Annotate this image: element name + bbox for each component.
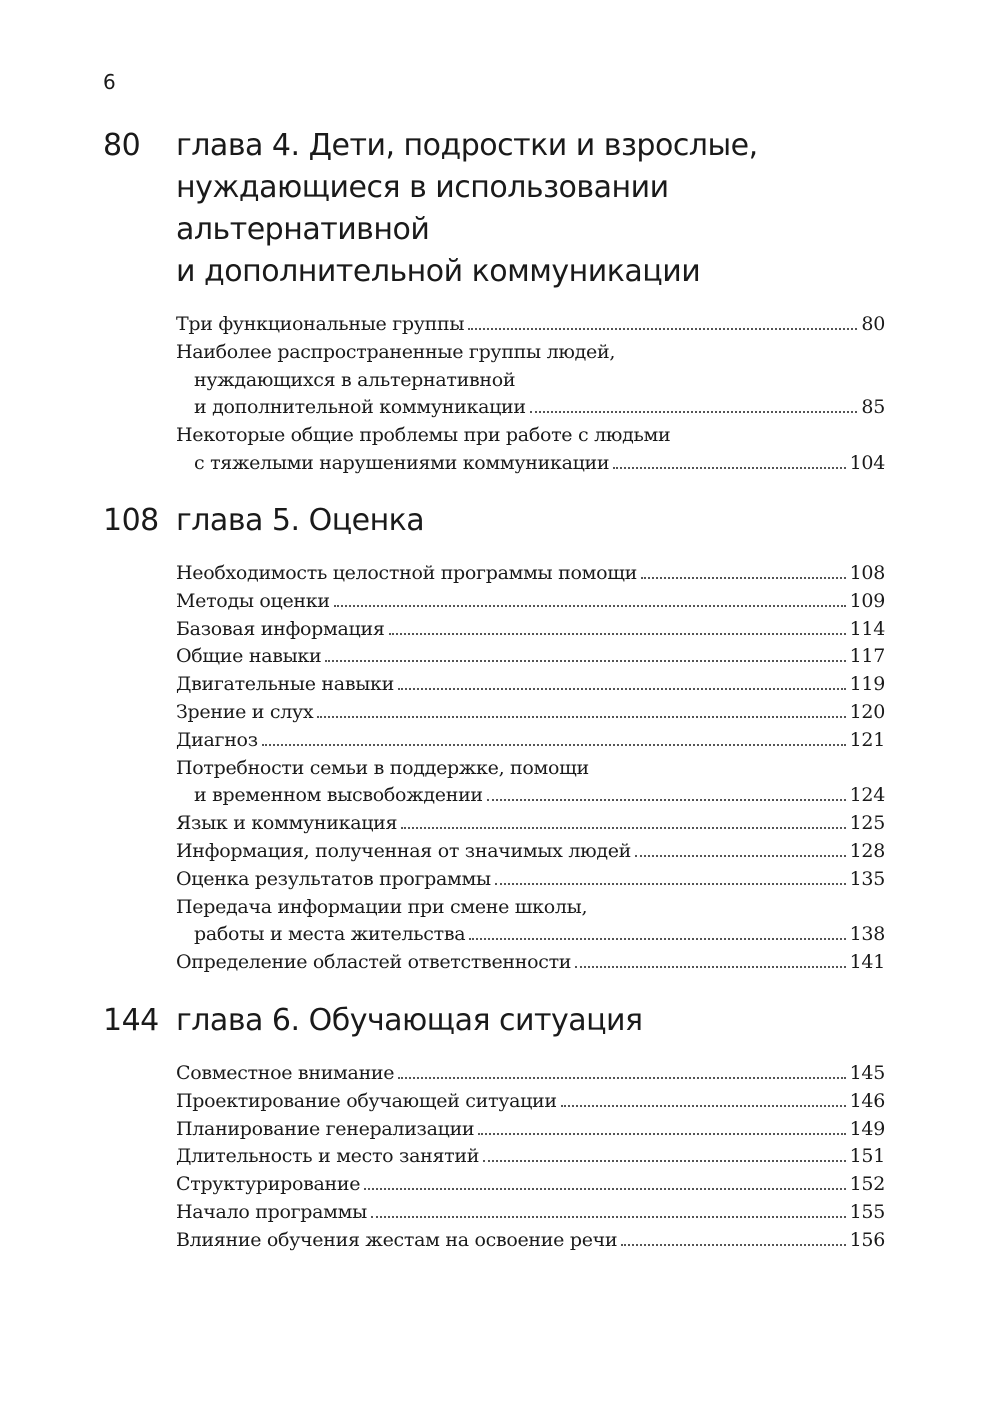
toc-entry-title: Базовая информация xyxy=(176,617,385,640)
dot-leader xyxy=(401,827,845,829)
toc-entry-line xyxy=(176,588,885,616)
toc-entry-page: 155 xyxy=(849,1200,885,1223)
toc-entry[interactable] xyxy=(176,311,885,339)
toc-entry-page: 117 xyxy=(849,645,885,668)
dot-leader xyxy=(487,799,846,801)
toc-entry-line xyxy=(176,339,885,367)
toc-entry-page: 135 xyxy=(849,867,885,890)
toc-entry-title: Методы оценки xyxy=(176,589,330,612)
toc-entry-line xyxy=(176,1060,885,1088)
toc-entry-line xyxy=(176,921,885,949)
dot-leader xyxy=(469,938,845,940)
toc-entry-title: и временном высвобождении xyxy=(194,784,483,807)
toc-entry[interactable] xyxy=(176,810,885,838)
toc-entry[interactable] xyxy=(176,339,885,422)
toc-entry-page: 114 xyxy=(849,617,885,640)
toc-entry-line xyxy=(176,643,885,671)
toc-entry-line xyxy=(176,311,885,339)
toc-entry-list xyxy=(176,560,885,977)
chapter-title-line: глава 4. Дети, подростки и взрослые, xyxy=(176,128,758,163)
toc-entry[interactable] xyxy=(176,894,885,950)
dot-leader xyxy=(262,744,846,746)
dot-leader xyxy=(364,1188,845,1190)
dot-leader xyxy=(398,1077,845,1079)
toc-entry-page: 151 xyxy=(849,1145,885,1168)
dot-leader xyxy=(478,1133,845,1135)
toc-entry[interactable] xyxy=(176,560,885,588)
toc-entry-page: 109 xyxy=(849,589,885,612)
toc-entry-page: 141 xyxy=(849,951,885,974)
toc-entry-title: Проектирование обучающей ситуации xyxy=(176,1089,557,1112)
dot-leader xyxy=(317,716,845,718)
chapter-page-number: 108 xyxy=(103,503,159,538)
toc-entry-line xyxy=(176,1199,885,1227)
toc-entry-line xyxy=(176,1088,885,1116)
toc-entry-title: Начало программы xyxy=(176,1200,367,1223)
toc-entry[interactable] xyxy=(176,1227,885,1255)
toc-entry-title: Передача информации при смене школы, xyxy=(176,895,588,918)
toc-entry-page: 152 xyxy=(849,1173,885,1196)
toc-entry-title: Совместное внимание xyxy=(176,1062,395,1084)
toc-entry-title: Информация, полученная от значимых людей xyxy=(176,839,632,862)
toc-entry-title: Определение областей ответственности xyxy=(176,951,572,974)
toc-entry-title: Потребности семьи в поддержке, помощи xyxy=(176,756,589,779)
dot-leader xyxy=(621,1244,845,1246)
toc-entry-line xyxy=(176,450,885,478)
toc-entry-title: Три функциональные группы xyxy=(176,313,465,335)
dot-leader xyxy=(495,883,846,885)
toc-entry-page: 145 xyxy=(849,1062,885,1084)
chapter-page-number: 80 xyxy=(103,128,141,163)
dot-leader xyxy=(635,855,846,857)
toc-entry-title: Длительность и место занятий xyxy=(176,1145,480,1168)
chapter-title xyxy=(176,500,876,542)
toc-entry-title: Влияние обучения жестам на освоение речи xyxy=(176,1228,618,1251)
toc-entry[interactable] xyxy=(176,1116,885,1144)
toc-entry[interactable] xyxy=(176,422,885,478)
toc-entry-line xyxy=(176,616,885,644)
dot-leader xyxy=(641,577,846,579)
chapter-6 xyxy=(103,1000,885,1255)
chapter-title-line: глава 6. Обучающая ситуация xyxy=(176,1003,643,1038)
chapter-title xyxy=(176,125,876,293)
chapter-title-line: альтернативной xyxy=(176,212,430,247)
dot-leader xyxy=(325,660,845,662)
dot-leader xyxy=(389,633,846,635)
dot-leader xyxy=(371,1216,846,1218)
toc-entry[interactable] xyxy=(176,1088,885,1116)
chapter-page-number: 144 xyxy=(103,1003,159,1038)
toc-entry-title: и дополнительной коммуникации xyxy=(194,396,526,419)
dot-leader xyxy=(613,467,845,469)
toc-entry-page: 146 xyxy=(849,1089,885,1112)
toc-entry-page: 119 xyxy=(849,673,885,696)
toc-entry[interactable] xyxy=(176,727,885,755)
toc-entry-title: Некоторые общие проблемы при работе с людьми xyxy=(176,424,671,447)
toc-entry-line xyxy=(176,1171,885,1199)
chapter-heading xyxy=(103,500,885,542)
toc-entry-title: Язык и коммуникация xyxy=(176,812,398,835)
chapter-5 xyxy=(103,500,885,977)
toc-entry-list xyxy=(176,1060,885,1255)
toc-entry[interactable] xyxy=(176,616,885,644)
toc-entry-title: Двигательные навыки xyxy=(176,673,394,696)
toc-entry[interactable] xyxy=(176,588,885,616)
toc-entry[interactable] xyxy=(176,699,885,727)
toc-entry-title: Необходимость целостной программы помощи xyxy=(176,562,637,584)
toc-entry-list xyxy=(176,311,885,478)
toc-entry-line xyxy=(176,894,885,922)
toc-entry-line xyxy=(176,699,885,727)
dot-leader xyxy=(530,411,858,413)
toc-entry[interactable] xyxy=(176,838,885,866)
toc-entry[interactable] xyxy=(176,1143,885,1171)
toc-entry-line xyxy=(176,838,885,866)
toc-entry-title: нуждающихся в альтернативной xyxy=(194,368,516,391)
toc-entry-page: 120 xyxy=(849,700,885,723)
toc-entry-page: 121 xyxy=(849,728,885,751)
toc-entry[interactable] xyxy=(176,1060,885,1088)
chapter-title-line: нуждающиеся в использовании xyxy=(176,170,669,205)
toc-entry[interactable] xyxy=(176,671,885,699)
page-number: 6 xyxy=(103,70,116,94)
toc-entry-title: Оценка результатов программы xyxy=(176,867,491,890)
toc-entry[interactable] xyxy=(176,755,885,811)
toc-entry-title: Структурирование xyxy=(176,1173,361,1196)
chapter-title-line: глава 5. Оценка xyxy=(176,503,425,538)
toc-entry-page: 149 xyxy=(849,1117,885,1140)
toc-entry-line xyxy=(176,671,885,699)
toc-entry-line xyxy=(176,727,885,755)
toc-entry-title: Наиболее распространенные группы людей, xyxy=(176,340,616,363)
toc-entry-line xyxy=(176,560,885,588)
toc-entry-page: 138 xyxy=(849,923,885,946)
toc-entry[interactable] xyxy=(176,1171,885,1199)
dot-leader xyxy=(398,688,846,690)
toc-entry-line xyxy=(176,782,885,810)
toc-entry-page: 156 xyxy=(849,1228,885,1251)
toc-entry-line xyxy=(176,422,885,450)
toc-entry-page: 124 xyxy=(849,784,885,807)
toc-entry[interactable] xyxy=(176,643,885,671)
toc-entry-title: Общие навыки xyxy=(176,645,322,668)
toc-entry-line xyxy=(176,755,885,783)
toc-entry-line xyxy=(176,810,885,838)
toc-entry-title: работы и места жительства xyxy=(194,923,466,946)
toc-entry-line xyxy=(176,866,885,894)
chapter-title xyxy=(176,1000,876,1042)
dot-leader xyxy=(334,605,846,607)
toc-entry-line xyxy=(176,1143,885,1171)
chapter-title-line: и дополнительной коммуникации xyxy=(176,254,701,289)
toc-entry-page: 80 xyxy=(861,313,885,335)
toc-entry-line xyxy=(176,949,885,977)
toc-entry-line xyxy=(176,367,885,395)
chapter-4 xyxy=(103,125,885,478)
dot-leader xyxy=(561,1105,846,1107)
chapter-heading xyxy=(103,125,885,293)
toc-entry-line xyxy=(176,1116,885,1144)
toc-entry-page: 128 xyxy=(849,839,885,862)
dot-leader xyxy=(483,1160,846,1162)
dot-leader xyxy=(468,328,857,330)
toc-entry-title: Планирование генерализации xyxy=(176,1117,475,1140)
toc-entry-page: 108 xyxy=(849,562,885,584)
toc-entry-page: 125 xyxy=(849,812,885,835)
toc-entry-line xyxy=(176,1227,885,1255)
toc-entry-page: 85 xyxy=(861,396,885,419)
toc-entry-title: Диагноз xyxy=(176,728,258,751)
toc-entry[interactable] xyxy=(176,866,885,894)
dot-leader xyxy=(575,966,845,968)
toc-entry[interactable] xyxy=(176,1199,885,1227)
toc-entry-page: 104 xyxy=(849,451,885,474)
toc-entry[interactable] xyxy=(176,949,885,977)
toc-entry-line xyxy=(176,394,885,422)
chapter-heading xyxy=(103,1000,885,1042)
toc-entry-title: с тяжелыми нарушениями коммуникации xyxy=(194,451,610,474)
toc-entry-title: Зрение и слух xyxy=(176,700,314,723)
